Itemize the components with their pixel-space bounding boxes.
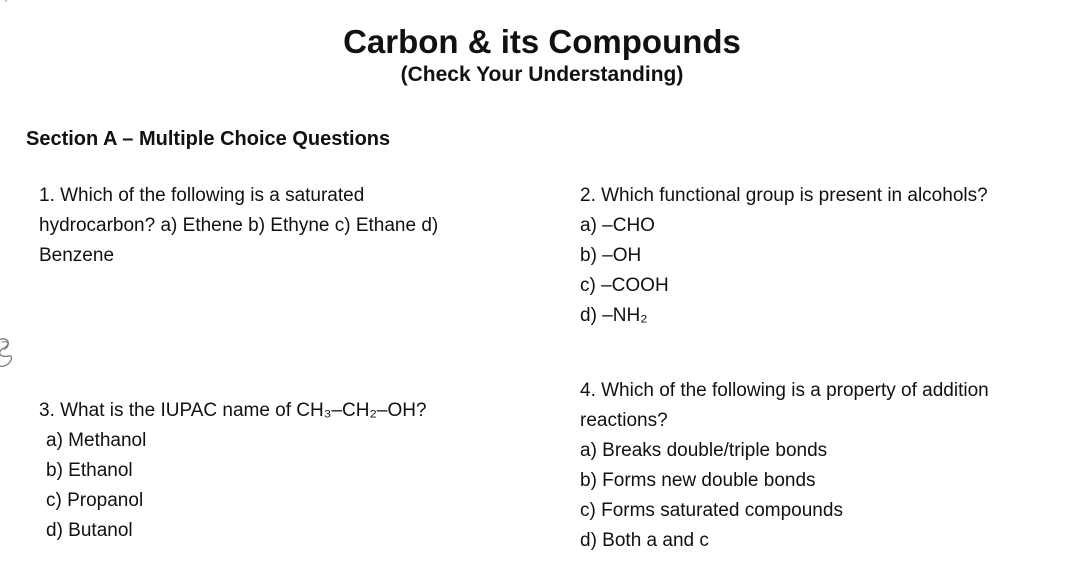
section-heading: Section A – Multiple Choice Questions: [26, 128, 391, 150]
page-subtitle: (Check Your Understanding): [400, 63, 684, 86]
question-2-option-b: b) –OH: [580, 245, 642, 266]
question-1: [39, 181, 459, 271]
question-3-option-a: a) Methanol: [46, 430, 147, 451]
question-3-option-b: b) Ethanol: [46, 460, 133, 481]
question-4-option-c: c) Forms saturated compounds: [580, 500, 843, 521]
question-2-option-c: c) –COOH: [580, 275, 669, 296]
question-4-option-b: b) Forms new double bonds: [580, 470, 816, 491]
question-3-option-d: d) Butanol: [46, 520, 133, 541]
question-4-option-d: d) Both a and c: [580, 530, 709, 551]
question-4-stem: 4. Which of the following is a property of addition reactions?: [580, 380, 989, 431]
page-title: Carbon & its Compounds: [343, 23, 741, 60]
binder-ring-icon: [0, 334, 16, 372]
question-3-stem: 3. What is the IUPAC name of CH₃–CH₂–OH?: [39, 400, 427, 421]
question-4-option-a: a) Breaks double/triple bonds: [580, 440, 828, 461]
question-3-option-c: c) Propanol: [46, 490, 144, 511]
question-2-option-d: d) –NH₂: [580, 305, 648, 326]
question-2-option-a: a) –CHO: [580, 215, 655, 236]
question-2: [580, 181, 1080, 331]
question-3: [39, 396, 539, 546]
corner-mark-icon: [0, 0, 10, 6]
question-1-text: 1. Which of the following is a saturated hydrocarbon? a) Ethene b) Ethyne c) Ethane d) Benzene: [39, 185, 439, 266]
question-2-stem: 2. Which functional group is present in alcohols?: [580, 185, 988, 206]
question-4: [580, 376, 1080, 556]
